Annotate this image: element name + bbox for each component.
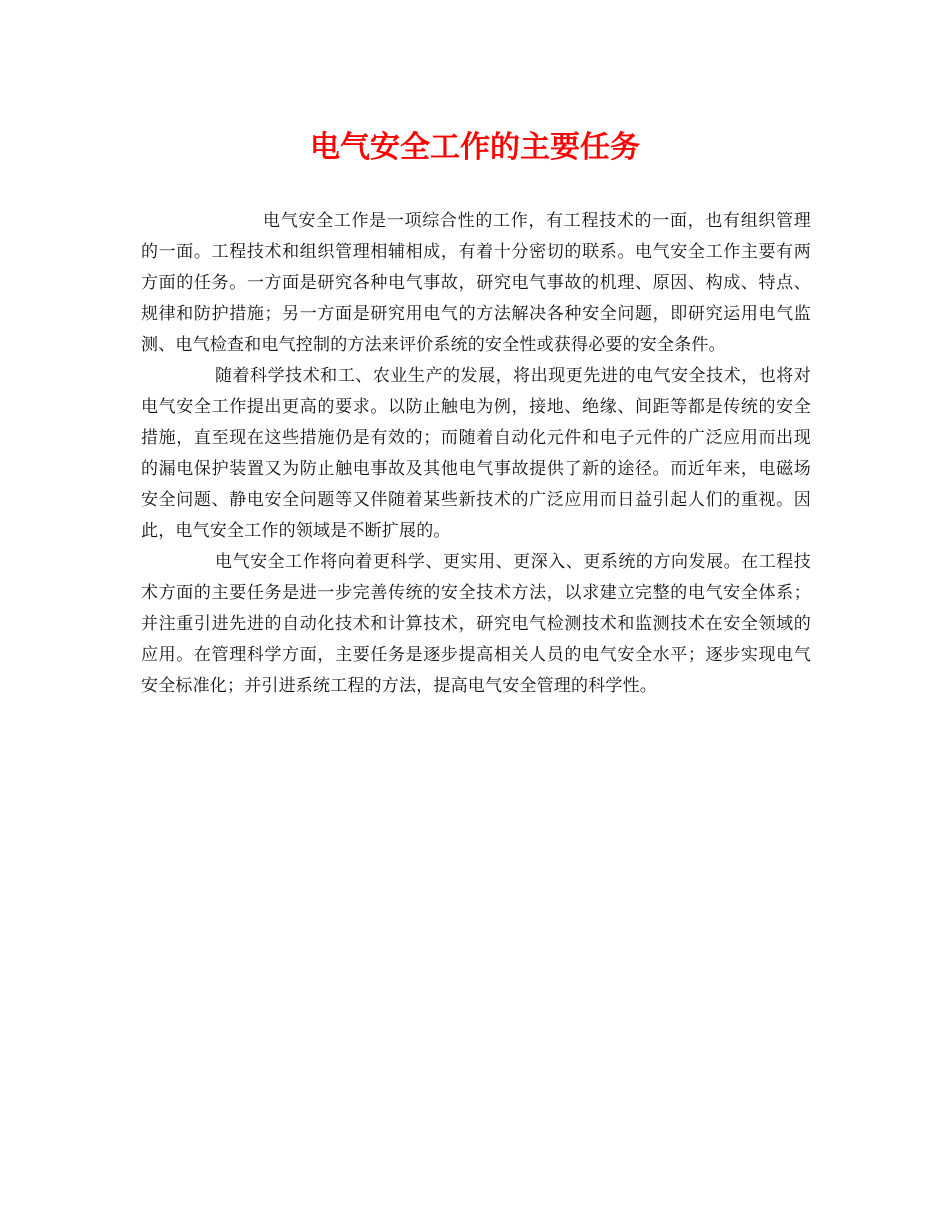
paragraph-3: 电气安全工作将向着更科学、更实用、更深入、更系统的方向发展。在工程技术方面的主要任务是进一步完善传统的安全技术方法，以求建立完整的电气安全体系；并注重引进先进的自动化技术和计算技术，研究电气检测技术和监测技术在安全领域的应用。在管理科学方面，主要任务是逐步提高相关人员的电气安全水平；逐步实现电气安全标准化；并引进系统工程的方法，提高电气安全管理的科学性。: [141, 552, 811, 696]
paragraph-2: 随着科学技术和工、农业生产的发展，将出现更先进的电气安全技术，也将对电气安全工作提出更高的要求。以防止触电为例，接地、绝缘、间距等都是传统的安全措施，直至现在这些措施仍是有效的；而随着自动化元件和电子元件的广泛应用而出现的漏电保护装置又为防止触电事故及其他电气事故提供了新的途径。而近年来，电磁场安全问题、静电安全问题等又伴随着某些新技术的广泛应用而日益引起人们的重视。因此，电气安全工作的领域是不断扩展的。: [141, 366, 811, 541]
document-title: 电气安全工作的主要任务: [310, 130, 640, 165]
paragraph-1: 电气安全工作是一项综合性的工作，有工程技术的一面，也有组织管理的一面。工程技术和组织管理相辅相成，有着十分密切的联系。电气安全工作主要有两方面的任务。一方面是研究各种电气事故，研究电气事故的机理、原因、构成、特点、规律和防护措施；另一方面是研究用电气的方法解决各种安全问题，即研究运用电气监测、电气检查和电气控制的方法来评价系统的安全性或获得必要的安全条件。: [141, 211, 811, 355]
document-body: [141, 206, 811, 702]
